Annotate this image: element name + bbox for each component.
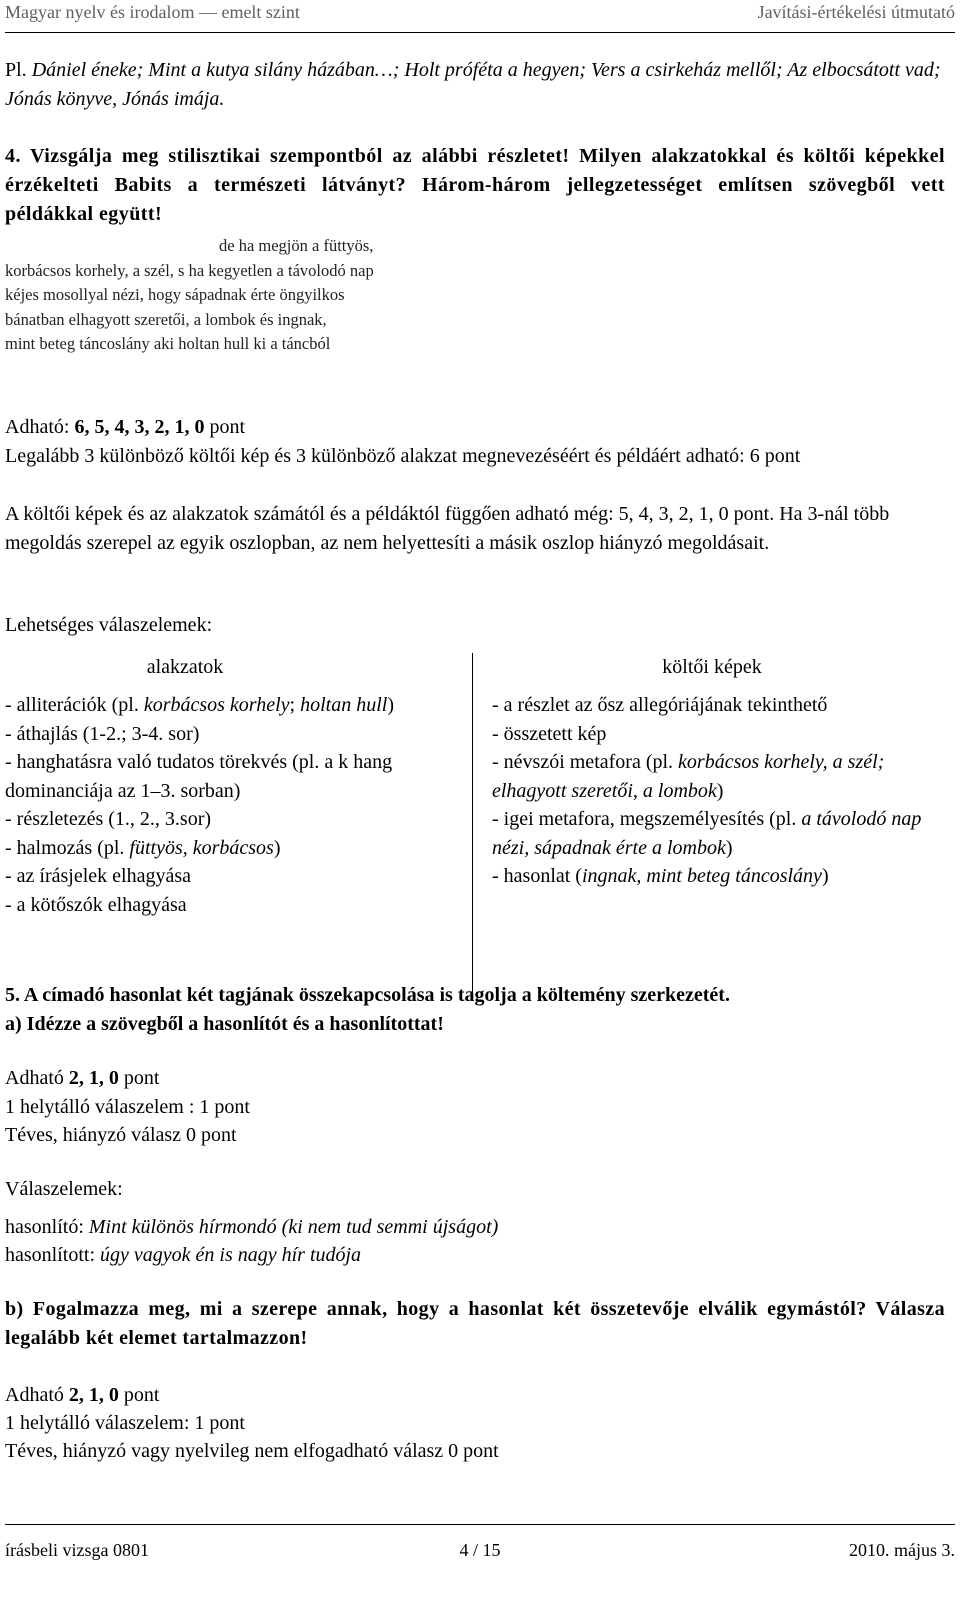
footer-exam-code: írásbeli vizsga 0801 bbox=[5, 1540, 149, 1560]
list-item: - igei metafora, megszemélyesítés (pl. a távolodó nap nézi, sápadnak érte a lombok) bbox=[492, 808, 922, 859]
list-item: - az írásjelek elhagyása bbox=[5, 865, 192, 887]
poem-line: bánatban elhagyott szeretői, a lombok és ingnak, bbox=[5, 309, 327, 329]
q5b-rule-2: Téves, hiányzó vagy nyelvileg nem elfogadható válasz 0 pont bbox=[5, 1440, 499, 1462]
header-doc-type: Javítási-értékelési útmutató bbox=[757, 2, 955, 22]
q4-rule-1: Legalább 3 különböző költői kép és 3 különböző alakzat megnevezéséért és példáért adható: 6 pont bbox=[5, 445, 801, 467]
intro-prefix: Pl. bbox=[5, 59, 32, 81]
answers-heading: Válaszelemek: bbox=[5, 1178, 123, 1200]
poem-line: de ha megjön a füttyös, bbox=[219, 236, 374, 255]
list-item: - névszói metafora (pl. korbácsos korhely, a szél; elhagyott szeretői, a lombok) bbox=[492, 751, 885, 802]
list-item: - összetett kép bbox=[492, 722, 607, 745]
q5a-rule-2: Téves, hiányzó válasz 0 pont bbox=[5, 1124, 237, 1146]
intro-titles: Dániel éneke; Mint a kutya silány házában…; Holt próféta a hegyen; Vers a csirkeház mellől; Az elbocsátott vad; Jónás könyve, Jónás imája. bbox=[5, 59, 941, 110]
footer-rule bbox=[5, 1524, 955, 1525]
figures-column bbox=[5, 653, 460, 919]
question-5b: b) Fogalmazza meg, mi a szerepe annak, hogy a hasonlat két összetevője elválik egymástól? Válasza legalább két elemet tartalmazzon! bbox=[5, 1298, 945, 1349]
poem-line: mint beteg táncoslány aki holtan hull ki a táncból bbox=[5, 334, 331, 353]
q4-points bbox=[5, 413, 945, 442]
list-item: - a részlet az ősz allegóriájának tekinthető bbox=[492, 694, 828, 716]
points-values: 6, 5, 4, 3, 2, 1, 0 bbox=[74, 416, 205, 438]
list-item: - hanghatásra való tudatos törekvés (pl. a k hang dominanciája az 1–3. sorban) bbox=[5, 751, 393, 802]
points-prefix: Adható: bbox=[5, 416, 75, 438]
column-divider bbox=[472, 653, 473, 998]
question-4: 4. Vizsgálja meg stilisztikai szempontból az alábbi részletet! Milyen alakzatokkal és költői képekkel érzékelteti Babits a természeti látványt? Három-három jellegzetességet említsen szövegből vett példákkal együtt! bbox=[5, 145, 945, 225]
q5b-rule-1: 1 helytálló válaszelem: 1 pont bbox=[5, 1412, 245, 1434]
answer-columns bbox=[5, 653, 945, 998]
footer-page-number: 4 / 15 bbox=[459, 1540, 501, 1560]
images-column bbox=[492, 653, 932, 891]
poem-line: korbácsos korhely, a szél, s ha kegyetlen a távolodó nap bbox=[5, 260, 374, 280]
q5a-rule-1: 1 helytálló válaszelem : 1 pont bbox=[5, 1096, 250, 1118]
poem-excerpt bbox=[5, 234, 374, 357]
q5b-points: Adható 2, 1, 0 pont bbox=[5, 1384, 160, 1406]
list-item: - a kötőszók elhagyása bbox=[5, 893, 187, 916]
page-header bbox=[5, 0, 955, 36]
header-rule bbox=[5, 32, 955, 33]
hasonlito-answer: hasonlító: Mint különös hírmondó (ki nem tud semmi újságot) bbox=[5, 1216, 499, 1238]
intro-examples bbox=[5, 56, 945, 114]
list-item: - alliterációk (pl. korbácsos korhely; holtan hull) bbox=[5, 694, 395, 716]
points-suffix: pont bbox=[204, 416, 245, 438]
footer-date: 2010. május 3. bbox=[849, 1540, 955, 1560]
page-footer bbox=[5, 1524, 955, 1605]
poem-line: kéjes mosollyal nézi, hogy sápadnak érte öngyilkos bbox=[5, 285, 345, 304]
list-item: - áthajlás (1-2.; 3-4. sor) bbox=[5, 722, 200, 745]
header-subject: Magyar nyelv és irodalom — emelt szint bbox=[5, 2, 300, 22]
question-5: 5. A címadó hasonlat két tagjának összekapcsolása is tagolja a költemény szerkezetét. bbox=[5, 984, 730, 1006]
list-item: - részletezés (1., 2., 3.sor) bbox=[5, 808, 212, 830]
images-column-title: költői képek bbox=[662, 656, 762, 678]
hasonlitott-answer: hasonlított: úgy vagyok én is nagy hír tudója bbox=[5, 1244, 362, 1266]
figures-column-title: alakzatok bbox=[146, 656, 224, 678]
list-item: - hasonlat (ingnak, mint beteg táncoslány) bbox=[492, 865, 829, 887]
list-item: - halmozás (pl. füttyös, korbácsos) bbox=[5, 836, 281, 859]
possible-answers-heading: Lehetséges válaszelemek: bbox=[5, 614, 213, 636]
q5a-points: Adható 2, 1, 0 pont bbox=[5, 1067, 160, 1089]
q4-rule-2: A költői képek és az alakzatok számától és a példáktól függően adható még: 5, 4, 3, 2, 1, 0 pont. Ha 3-nál több megoldás szerepel az egyik oszlopban, az nem helyettesíti a másik oszlop hiányzó megoldásait. bbox=[5, 503, 890, 554]
question-5a: a) Idézze a szövegből a hasonlítót és a hasonlítottat! bbox=[5, 1013, 444, 1035]
